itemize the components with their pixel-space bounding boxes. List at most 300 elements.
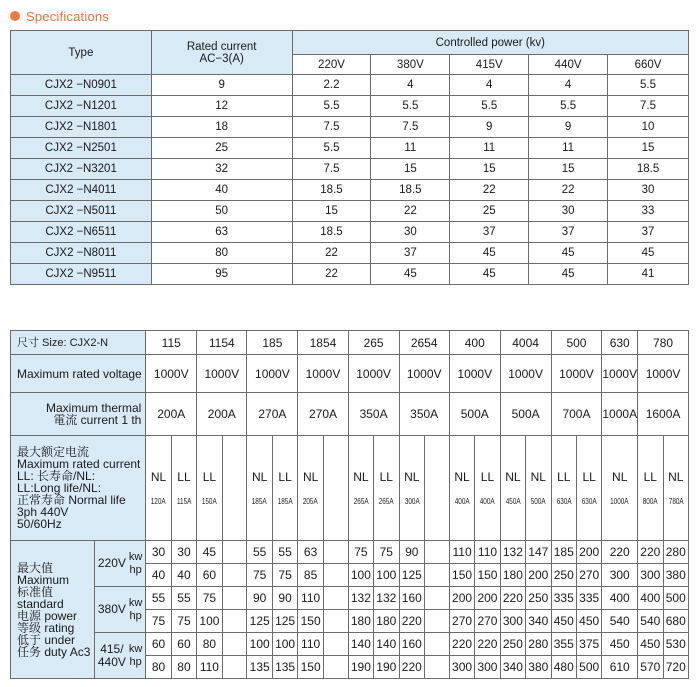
table-row bbox=[11, 436, 689, 541]
power-cell: 9 bbox=[450, 117, 529, 138]
table-row bbox=[11, 222, 689, 243]
power-cell: 18.5 bbox=[371, 180, 450, 201]
power-cell: 5.5 bbox=[371, 96, 450, 117]
power-label-line: 等级 rating bbox=[17, 620, 75, 635]
table-row bbox=[11, 138, 689, 159]
power-value-cell: 150 bbox=[298, 610, 324, 633]
power-value-cell: 180 bbox=[348, 610, 373, 633]
power-value-cell: 300 bbox=[449, 656, 474, 679]
power-value-cell: 340 bbox=[500, 656, 525, 679]
power-value-cell: 75 bbox=[348, 541, 373, 564]
power-value-cell: 400 bbox=[638, 587, 663, 610]
power-value-cell: 610 bbox=[602, 656, 638, 679]
life-cell bbox=[171, 436, 196, 541]
life-type: LL bbox=[643, 470, 657, 484]
power-value-cell: 30 bbox=[171, 541, 196, 564]
life-current: 300A bbox=[404, 496, 420, 506]
power-cell: 30 bbox=[371, 222, 450, 243]
life-current: 450A bbox=[505, 496, 521, 506]
table-row bbox=[11, 243, 689, 264]
power-value-cell: 55 bbox=[171, 587, 196, 610]
rated-cell: 80 bbox=[151, 243, 292, 264]
life-cell bbox=[247, 436, 272, 541]
size-cell: 500 bbox=[551, 331, 602, 355]
life-current: 150A bbox=[201, 496, 217, 506]
power-value-cell: 55 bbox=[146, 587, 171, 610]
life-type: LL bbox=[202, 470, 217, 484]
power-cell: 5.5 bbox=[450, 96, 529, 117]
power-value-cell: 40 bbox=[146, 564, 171, 587]
power-value-cell bbox=[222, 633, 247, 656]
power-value-cell: 132 bbox=[374, 587, 399, 610]
power-value-cell bbox=[425, 564, 450, 587]
power-value-cell: 270 bbox=[576, 564, 601, 587]
power-value-cell bbox=[425, 587, 450, 610]
power-cell: 2.2 bbox=[292, 75, 371, 96]
rated-cell: 40 bbox=[151, 180, 292, 201]
max-voltage-cell: 1000V bbox=[449, 355, 500, 393]
thermal-current-cell: 350A bbox=[399, 393, 449, 436]
power-value-cell: 270 bbox=[475, 610, 500, 633]
power-cell: 22 bbox=[292, 243, 371, 264]
life-type: LL bbox=[480, 470, 495, 484]
unit-hp: hp bbox=[129, 609, 142, 622]
life-type: NL bbox=[505, 470, 521, 484]
power-value-cell: 125 bbox=[247, 610, 272, 633]
life-current: 185A bbox=[252, 496, 268, 506]
current-label-line: 3ph 440V bbox=[17, 505, 69, 519]
power-value-cell: 150 bbox=[475, 564, 500, 587]
power-cell: 7.5 bbox=[608, 96, 689, 117]
unit-kw: kw bbox=[128, 550, 143, 563]
power-value-cell: 80 bbox=[171, 656, 196, 679]
power-value-cell: 110 bbox=[197, 656, 223, 679]
life-type: NL bbox=[668, 470, 684, 484]
voltage-value: 415/ bbox=[100, 641, 124, 656]
power-cell: 10 bbox=[608, 117, 689, 138]
power-value-cell: 185 bbox=[551, 541, 576, 564]
voltage-value-2: 440V bbox=[97, 654, 126, 669]
life-current: 265A bbox=[353, 496, 369, 506]
power-value-cell: 500 bbox=[576, 656, 601, 679]
power-value-cell: 680 bbox=[663, 610, 689, 633]
power-value-cell: 270 bbox=[449, 610, 474, 633]
type-cell: CJX2 −N8011 bbox=[11, 243, 152, 264]
max-voltage-cell: 1000V bbox=[298, 355, 348, 393]
power-cell: 37 bbox=[450, 222, 529, 243]
size-cell: 780 bbox=[638, 331, 689, 355]
rated-cell: 9 bbox=[151, 75, 292, 96]
power-value-cell bbox=[222, 587, 247, 610]
power-cell: 22 bbox=[371, 201, 450, 222]
power-cell: 45 bbox=[529, 264, 608, 285]
rated-line1: Rated current bbox=[186, 40, 257, 53]
size-table bbox=[10, 330, 689, 679]
life-cell bbox=[425, 436, 450, 541]
rated-cell: 95 bbox=[151, 264, 292, 285]
life-current: 500A bbox=[530, 496, 546, 506]
power-value-cell: 220 bbox=[500, 587, 525, 610]
rated-line2: AC−3(A) bbox=[199, 52, 244, 65]
table-row bbox=[11, 355, 689, 393]
thermal-label-2: 電流 current 1 th bbox=[53, 413, 142, 427]
life-type: NL bbox=[353, 470, 369, 484]
life-cell bbox=[551, 436, 576, 541]
row-label: Maximum rated voltage bbox=[11, 355, 146, 393]
table-row bbox=[11, 331, 689, 355]
life-type: NL bbox=[302, 470, 319, 484]
power-cell: 18.5 bbox=[292, 222, 371, 243]
power-cell: 45 bbox=[529, 243, 608, 264]
table-row bbox=[11, 159, 689, 180]
power-value-cell: 40 bbox=[171, 564, 196, 587]
power-label-line: 最大值 bbox=[17, 560, 54, 575]
power-value-cell: 110 bbox=[449, 541, 474, 564]
power-value-cell: 190 bbox=[348, 656, 373, 679]
unit-kw: kw bbox=[128, 596, 143, 609]
power-value-cell bbox=[222, 610, 247, 633]
life-current: 780A bbox=[668, 496, 684, 506]
power-cell: 37 bbox=[371, 243, 450, 264]
life-current: 800A bbox=[642, 496, 658, 506]
current-label-line: 正常寿命 Normal life bbox=[17, 493, 126, 507]
size-cell: 185 bbox=[247, 331, 298, 355]
power-value-cell: 90 bbox=[247, 587, 272, 610]
life-current: 185A bbox=[277, 496, 293, 506]
power-value-cell bbox=[323, 587, 348, 610]
life-current: 630A bbox=[581, 496, 597, 506]
thermal-current-cell: 1600A bbox=[638, 393, 689, 436]
power-value-cell: 125 bbox=[399, 564, 425, 587]
power-cell: 11 bbox=[371, 138, 450, 159]
power-cell: 7.5 bbox=[371, 117, 450, 138]
max-voltage-cell: 1000V bbox=[247, 355, 298, 393]
life-cell bbox=[475, 436, 500, 541]
power-value-cell: 150 bbox=[298, 656, 324, 679]
rated-cell: 63 bbox=[151, 222, 292, 243]
power-value-cell: 60 bbox=[146, 633, 171, 656]
power-cell: 11 bbox=[450, 138, 529, 159]
thermal-current-cell: 1000A bbox=[602, 393, 638, 436]
type-cell: CJX2 −N6511 bbox=[11, 222, 152, 243]
power-value-cell: 220 bbox=[399, 656, 425, 679]
life-cell bbox=[602, 436, 638, 541]
power-value-cell: 75 bbox=[247, 564, 272, 587]
power-cell: 5.5 bbox=[292, 96, 371, 117]
table-row bbox=[11, 117, 689, 138]
power-cell: 18.5 bbox=[608, 159, 689, 180]
row-label bbox=[11, 436, 146, 541]
power-cell: 9 bbox=[529, 117, 608, 138]
power-value-cell: 100 bbox=[348, 564, 373, 587]
power-value-cell: 150 bbox=[449, 564, 474, 587]
power-cell: 5.5 bbox=[608, 75, 689, 96]
power-cell: 5.5 bbox=[529, 96, 608, 117]
thermal-label-1: Maximum thermal bbox=[46, 401, 142, 415]
power-value-cell bbox=[425, 541, 450, 564]
power-cell: 45 bbox=[371, 264, 450, 285]
size-cell: 400 bbox=[449, 331, 500, 355]
life-cell bbox=[399, 436, 425, 541]
life-current: 265A bbox=[378, 496, 394, 506]
power-value-cell: 400 bbox=[602, 587, 638, 610]
power-value-cell: 132 bbox=[348, 587, 373, 610]
type-cell: CJX2 −N1801 bbox=[11, 117, 152, 138]
unit-hp: hp bbox=[129, 563, 142, 576]
power-value-cell: 110 bbox=[298, 587, 324, 610]
col-rated-header bbox=[151, 31, 292, 75]
voltage-header: 415V bbox=[450, 55, 529, 75]
power-value-cell: 160 bbox=[399, 587, 425, 610]
power-value-cell: 60 bbox=[197, 564, 223, 587]
power-value-cell: 85 bbox=[298, 564, 324, 587]
power-cell: 4 bbox=[450, 75, 529, 96]
power-value-cell: 570 bbox=[638, 656, 663, 679]
power-value-cell: 200 bbox=[475, 587, 500, 610]
size-cell: 4004 bbox=[500, 331, 551, 355]
thermal-current-cell: 270A bbox=[247, 393, 298, 436]
size-cell: 265 bbox=[348, 331, 399, 355]
rated-cell: 12 bbox=[151, 96, 292, 117]
thermal-current-cell: 500A bbox=[500, 393, 551, 436]
life-cell bbox=[222, 436, 247, 541]
power-value-cell: 335 bbox=[551, 587, 576, 610]
power-cell: 33 bbox=[608, 201, 689, 222]
power-value-cell: 180 bbox=[500, 564, 525, 587]
power-label bbox=[11, 541, 95, 679]
rated-cell: 18 bbox=[151, 117, 292, 138]
power-value-cell: 220 bbox=[475, 633, 500, 656]
power-value-cell: 90 bbox=[399, 541, 425, 564]
power-label-line: 电源 power bbox=[17, 608, 78, 623]
power-value-cell: 220 bbox=[602, 541, 638, 564]
power-value-cell: 300 bbox=[602, 564, 638, 587]
section-header bbox=[10, 6, 109, 26]
power-value-cell: 540 bbox=[638, 610, 663, 633]
voltage-value: 220V bbox=[97, 556, 126, 570]
voltage-header: 220V bbox=[292, 55, 371, 75]
life-type: NL bbox=[404, 470, 420, 484]
power-value-cell: 380 bbox=[663, 564, 689, 587]
power-value-cell: 220 bbox=[638, 541, 663, 564]
power-value-cell: 63 bbox=[298, 541, 324, 564]
thermal-current-cell: 200A bbox=[197, 393, 247, 436]
life-current: 630A bbox=[556, 496, 572, 506]
power-cell: 7.5 bbox=[292, 117, 371, 138]
power-value-cell bbox=[323, 656, 348, 679]
type-cell: CJX2 −N3201 bbox=[11, 159, 152, 180]
rated-cell: 25 bbox=[151, 138, 292, 159]
table-row bbox=[11, 96, 689, 117]
size-cell: 115 bbox=[146, 331, 197, 355]
power-value-cell: 450 bbox=[602, 633, 638, 656]
life-cell bbox=[146, 436, 171, 541]
bullet-icon bbox=[10, 11, 20, 21]
power-value-cell: 55 bbox=[272, 541, 297, 564]
power-label-line: 任务 duty Ac3 bbox=[17, 644, 91, 659]
size-cell: 630 bbox=[602, 331, 638, 355]
power-value-cell: 500 bbox=[663, 587, 689, 610]
life-type: LL bbox=[379, 470, 393, 484]
power-value-cell: 250 bbox=[500, 633, 525, 656]
power-cell: 15 bbox=[371, 159, 450, 180]
row-label bbox=[11, 393, 146, 436]
rated-cell: 50 bbox=[151, 201, 292, 222]
power-cell: 22 bbox=[529, 180, 608, 201]
life-cell bbox=[348, 436, 373, 541]
life-type: LL bbox=[177, 470, 191, 484]
power-value-cell: 380 bbox=[526, 656, 551, 679]
power-value-cell: 280 bbox=[526, 633, 551, 656]
power-cell: 30 bbox=[529, 201, 608, 222]
power-value-cell: 300 bbox=[475, 656, 500, 679]
power-value-cell bbox=[425, 610, 450, 633]
voltage-header: 380V bbox=[371, 55, 450, 75]
power-value-cell: 450 bbox=[638, 633, 663, 656]
power-value-cell: 147 bbox=[526, 541, 551, 564]
table-row bbox=[11, 393, 689, 436]
voltage-group-label bbox=[94, 587, 145, 633]
table-row bbox=[11, 264, 689, 285]
power-value-cell: 100 bbox=[247, 633, 272, 656]
max-voltage-cell: 1000V bbox=[197, 355, 247, 393]
life-cell bbox=[663, 436, 689, 541]
power-value-cell: 720 bbox=[663, 656, 689, 679]
life-cell bbox=[449, 436, 474, 541]
power-value-cell: 340 bbox=[526, 610, 551, 633]
power-cell: 15 bbox=[529, 159, 608, 180]
power-value-cell: 140 bbox=[374, 633, 399, 656]
life-current: 205A bbox=[303, 496, 319, 506]
life-type: NL bbox=[454, 470, 470, 484]
power-cell: 15 bbox=[292, 201, 371, 222]
power-label-line: 低于 under bbox=[17, 632, 76, 647]
thermal-current-cell: 200A bbox=[146, 393, 197, 436]
type-cell: CJX2 −N5011 bbox=[11, 201, 152, 222]
power-cell: 22 bbox=[292, 264, 371, 285]
power-cell: 45 bbox=[450, 243, 529, 264]
life-current: 400A bbox=[454, 496, 470, 506]
power-value-cell bbox=[323, 633, 348, 656]
table-row bbox=[11, 587, 689, 610]
thermal-current-cell: 700A bbox=[551, 393, 602, 436]
power-value-cell bbox=[323, 541, 348, 564]
power-value-cell: 450 bbox=[576, 610, 601, 633]
life-type: LL bbox=[557, 470, 571, 484]
size-cell: 2654 bbox=[399, 331, 449, 355]
power-cell: 25 bbox=[450, 201, 529, 222]
table-row bbox=[11, 201, 689, 222]
power-value-cell: 135 bbox=[272, 656, 297, 679]
max-voltage-cell: 1000V bbox=[399, 355, 449, 393]
rated-cell: 32 bbox=[151, 159, 292, 180]
power-cell: 4 bbox=[371, 75, 450, 96]
life-type: NL bbox=[150, 470, 167, 484]
power-value-cell: 180 bbox=[374, 610, 399, 633]
table-row bbox=[11, 541, 689, 564]
power-cell: 37 bbox=[529, 222, 608, 243]
life-cell bbox=[197, 436, 223, 541]
power-cell: 4 bbox=[529, 75, 608, 96]
power-value-cell: 100 bbox=[374, 564, 399, 587]
power-value-cell: 450 bbox=[551, 610, 576, 633]
max-voltage-cell: 1000V bbox=[500, 355, 551, 393]
type-cell: CJX2 −N1201 bbox=[11, 96, 152, 117]
power-value-cell: 135 bbox=[247, 656, 272, 679]
size-cell: 1154 bbox=[197, 331, 247, 355]
power-value-cell: 300 bbox=[500, 610, 525, 633]
current-label-line: 50/60Hz bbox=[17, 517, 62, 531]
life-current: 120A bbox=[151, 496, 167, 506]
voltage-header: 440V bbox=[529, 55, 608, 75]
unit-kw: kw bbox=[128, 642, 143, 655]
power-value-cell: 80 bbox=[197, 633, 223, 656]
power-value-cell: 75 bbox=[171, 610, 196, 633]
power-cell: 7.5 bbox=[292, 159, 371, 180]
power-value-cell bbox=[323, 610, 348, 633]
life-cell bbox=[298, 436, 324, 541]
table-row bbox=[11, 75, 689, 96]
power-value-cell: 75 bbox=[374, 541, 399, 564]
type-cell: CJX2 −N4011 bbox=[11, 180, 152, 201]
col-power-header: Controlled power (kv) bbox=[292, 31, 688, 55]
power-cell: 15 bbox=[450, 159, 529, 180]
life-type: NL bbox=[612, 470, 628, 484]
power-value-cell: 55 bbox=[247, 541, 272, 564]
life-type: LL bbox=[278, 470, 292, 484]
max-voltage-cell: 1000V bbox=[551, 355, 602, 393]
life-cell bbox=[272, 436, 297, 541]
power-value-cell: 140 bbox=[348, 633, 373, 656]
table-row bbox=[11, 633, 689, 656]
power-value-cell bbox=[222, 541, 247, 564]
power-value-cell: 375 bbox=[576, 633, 601, 656]
type-cell: CJX2 −N9511 bbox=[11, 264, 152, 285]
life-current: 1000A bbox=[610, 496, 629, 506]
power-cell: 45 bbox=[450, 264, 529, 285]
current-label-line: 最大额定电流 bbox=[17, 445, 90, 459]
power-value-cell: 132 bbox=[500, 541, 525, 564]
power-value-cell: 100 bbox=[272, 633, 297, 656]
thermal-current-cell: 270A bbox=[298, 393, 348, 436]
power-value-cell: 75 bbox=[272, 564, 297, 587]
power-value-cell: 220 bbox=[449, 633, 474, 656]
life-cell bbox=[638, 436, 663, 541]
power-value-cell: 200 bbox=[449, 587, 474, 610]
power-value-cell bbox=[425, 656, 450, 679]
power-value-cell: 355 bbox=[551, 633, 576, 656]
power-value-cell: 250 bbox=[526, 587, 551, 610]
power-value-cell: 250 bbox=[551, 564, 576, 587]
spec-table bbox=[10, 30, 689, 285]
life-cell bbox=[526, 436, 551, 541]
thermal-current-cell: 350A bbox=[348, 393, 399, 436]
voltage-value: 380V bbox=[97, 602, 126, 616]
power-value-cell: 300 bbox=[638, 564, 663, 587]
life-type: NL bbox=[252, 470, 268, 484]
power-value-cell: 45 bbox=[197, 541, 223, 564]
power-cell: 30 bbox=[608, 180, 689, 201]
type-cell: CJX2 −N0901 bbox=[11, 75, 152, 96]
current-label-line: Maximum rated current bbox=[17, 457, 141, 471]
power-label-line: Maximum bbox=[17, 572, 70, 587]
power-cell: 11 bbox=[529, 138, 608, 159]
power-value-cell: 110 bbox=[475, 541, 500, 564]
power-value-cell: 30 bbox=[146, 541, 171, 564]
section-title: Specifications bbox=[26, 8, 110, 24]
row-label: 尺寸 Size: CJX2-N bbox=[11, 331, 146, 355]
power-cell: 37 bbox=[608, 222, 689, 243]
